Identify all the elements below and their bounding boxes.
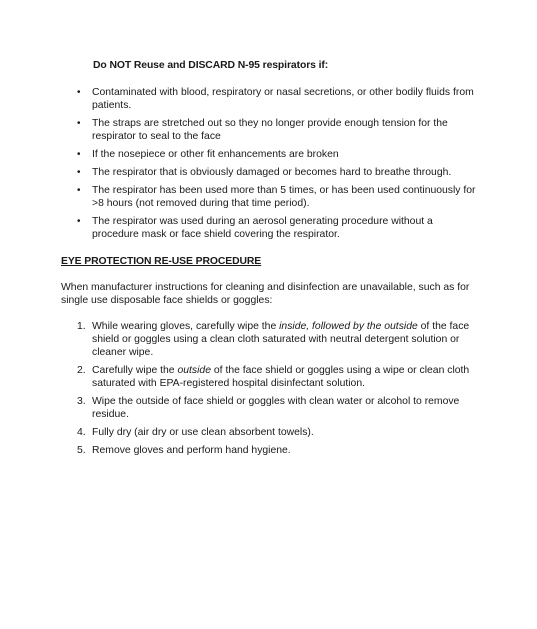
list-item-text: The straps are stretched out so they no longer provide enough tension for the respirator to seal to the face (92, 118, 448, 142)
list-item-text: The respirator has been used more than 5 times, or has been used continuously for >8 hours (not removed during that time period). (92, 185, 476, 209)
step-number: 5. (77, 445, 86, 456)
step-text: Remove gloves and perform hand hygiene. (92, 445, 291, 456)
bullet-icon: • (77, 167, 81, 178)
list-item (77, 148, 477, 161)
list-item (77, 320, 472, 359)
bullet-icon: • (77, 87, 81, 98)
list-item (77, 364, 472, 390)
step-text: Fully dry (air dry or use clean absorbent towels). (92, 427, 314, 438)
eye-protection-steps (77, 320, 472, 462)
step-number: 3. (77, 396, 86, 407)
list-item (77, 86, 477, 112)
list-item (77, 184, 477, 210)
list-item (77, 426, 472, 439)
list-item (77, 215, 477, 241)
bullet-icon: • (77, 185, 81, 196)
step-number: 2. (77, 365, 86, 376)
list-item-text: Contaminated with blood, respiratory or nasal secretions, or other bodily fluids from patients. (92, 87, 474, 111)
respirator-discard-list (77, 86, 477, 246)
respirator-discard-heading: Do NOT Reuse and DISCARD N-95 respirators if: (93, 60, 329, 71)
step-emphasis: inside, followed by the outside (279, 321, 418, 332)
eye-protection-section-title: EYE PROTECTION RE-USE PROCEDURE (61, 256, 262, 267)
list-item (77, 444, 472, 457)
bullet-icon: • (77, 118, 81, 129)
list-item (77, 395, 472, 421)
list-item (77, 117, 477, 143)
list-item-text: The respirator that is obviously damaged or becomes hard to breathe through. (92, 167, 452, 178)
step-number: 4. (77, 427, 86, 438)
step-emphasis: outside (177, 365, 211, 376)
step-text: of the face shield or goggles using a clean cloth saturated with neutral detergent solution or cleaner wipe. (92, 321, 470, 358)
step-text: Carefully wipe the (92, 365, 178, 376)
list-item-text: The respirator was used during an aerosol generating procedure without a procedure mask or face shield covering the respirator. (92, 216, 433, 240)
list-item-text: If the nosepiece or other fit enhancements are broken (92, 149, 339, 160)
step-text: Wipe the outside of face shield or goggles with clean water or alcohol to remove residue. (92, 396, 460, 420)
bullet-icon: • (77, 149, 81, 160)
list-item (77, 166, 477, 179)
bullet-icon: • (77, 216, 81, 227)
step-number: 1. (77, 321, 86, 332)
step-text: of the face shield or goggles using a wipe or clean cloth saturated with EPA-registered hospital disinfectant solution. (92, 365, 470, 389)
step-text: While wearing gloves, carefully wipe the (92, 321, 280, 332)
eye-protection-intro: When manufacturer instructions for cleaning and disinfection are unavailable, such as for single use disposable face shields or goggles: (61, 282, 470, 306)
